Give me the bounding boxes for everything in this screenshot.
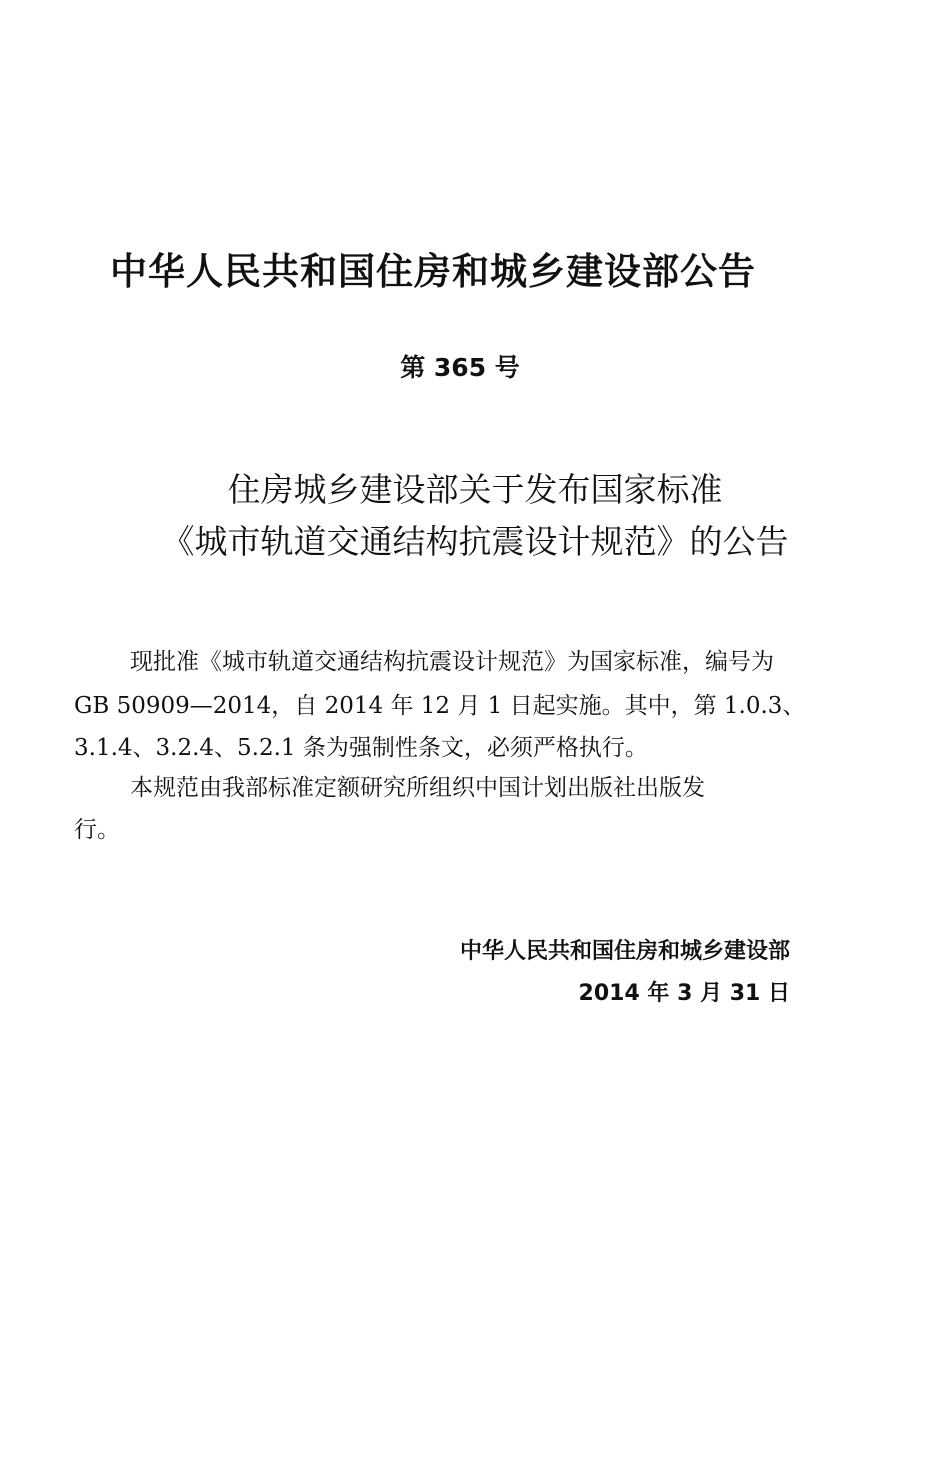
subtitle-line-1: 住房城乡建设部关于发布国家标准 (227, 470, 723, 509)
paragraph-1-line-1: 现批准《城市轨道交通结构抗震设计规范》为国家标准，编号为 (130, 649, 774, 675)
notice-number: 第 365 号 (400, 353, 520, 382)
paragraph-1-line-2: GB 50909—2014，自 2014 年 12 月 1 日起实施。其中，第 1.0.3、 (74, 693, 806, 719)
signature-organization: 中华人民共和国住房和城乡建设部 (459, 939, 790, 964)
paragraph-1-line-3: 3.1.4、3.2.4、5.2.1 条为强制性条文，必须严格执行。 (74, 735, 648, 761)
paragraph-2-line-2: 行。 (74, 817, 120, 843)
page-title: 中华人民共和国住房和城乡建设部公告 (110, 250, 756, 293)
subtitle-line-2: 《城市轨道交通结构抗震设计规范》的公告 (161, 522, 789, 561)
paragraph-2-line-1: 本规范由我部标准定额研究所组织中国计划出版社出版发 (130, 775, 705, 801)
signature-date: 2014 年 3 月 31 日 (578, 981, 790, 1006)
